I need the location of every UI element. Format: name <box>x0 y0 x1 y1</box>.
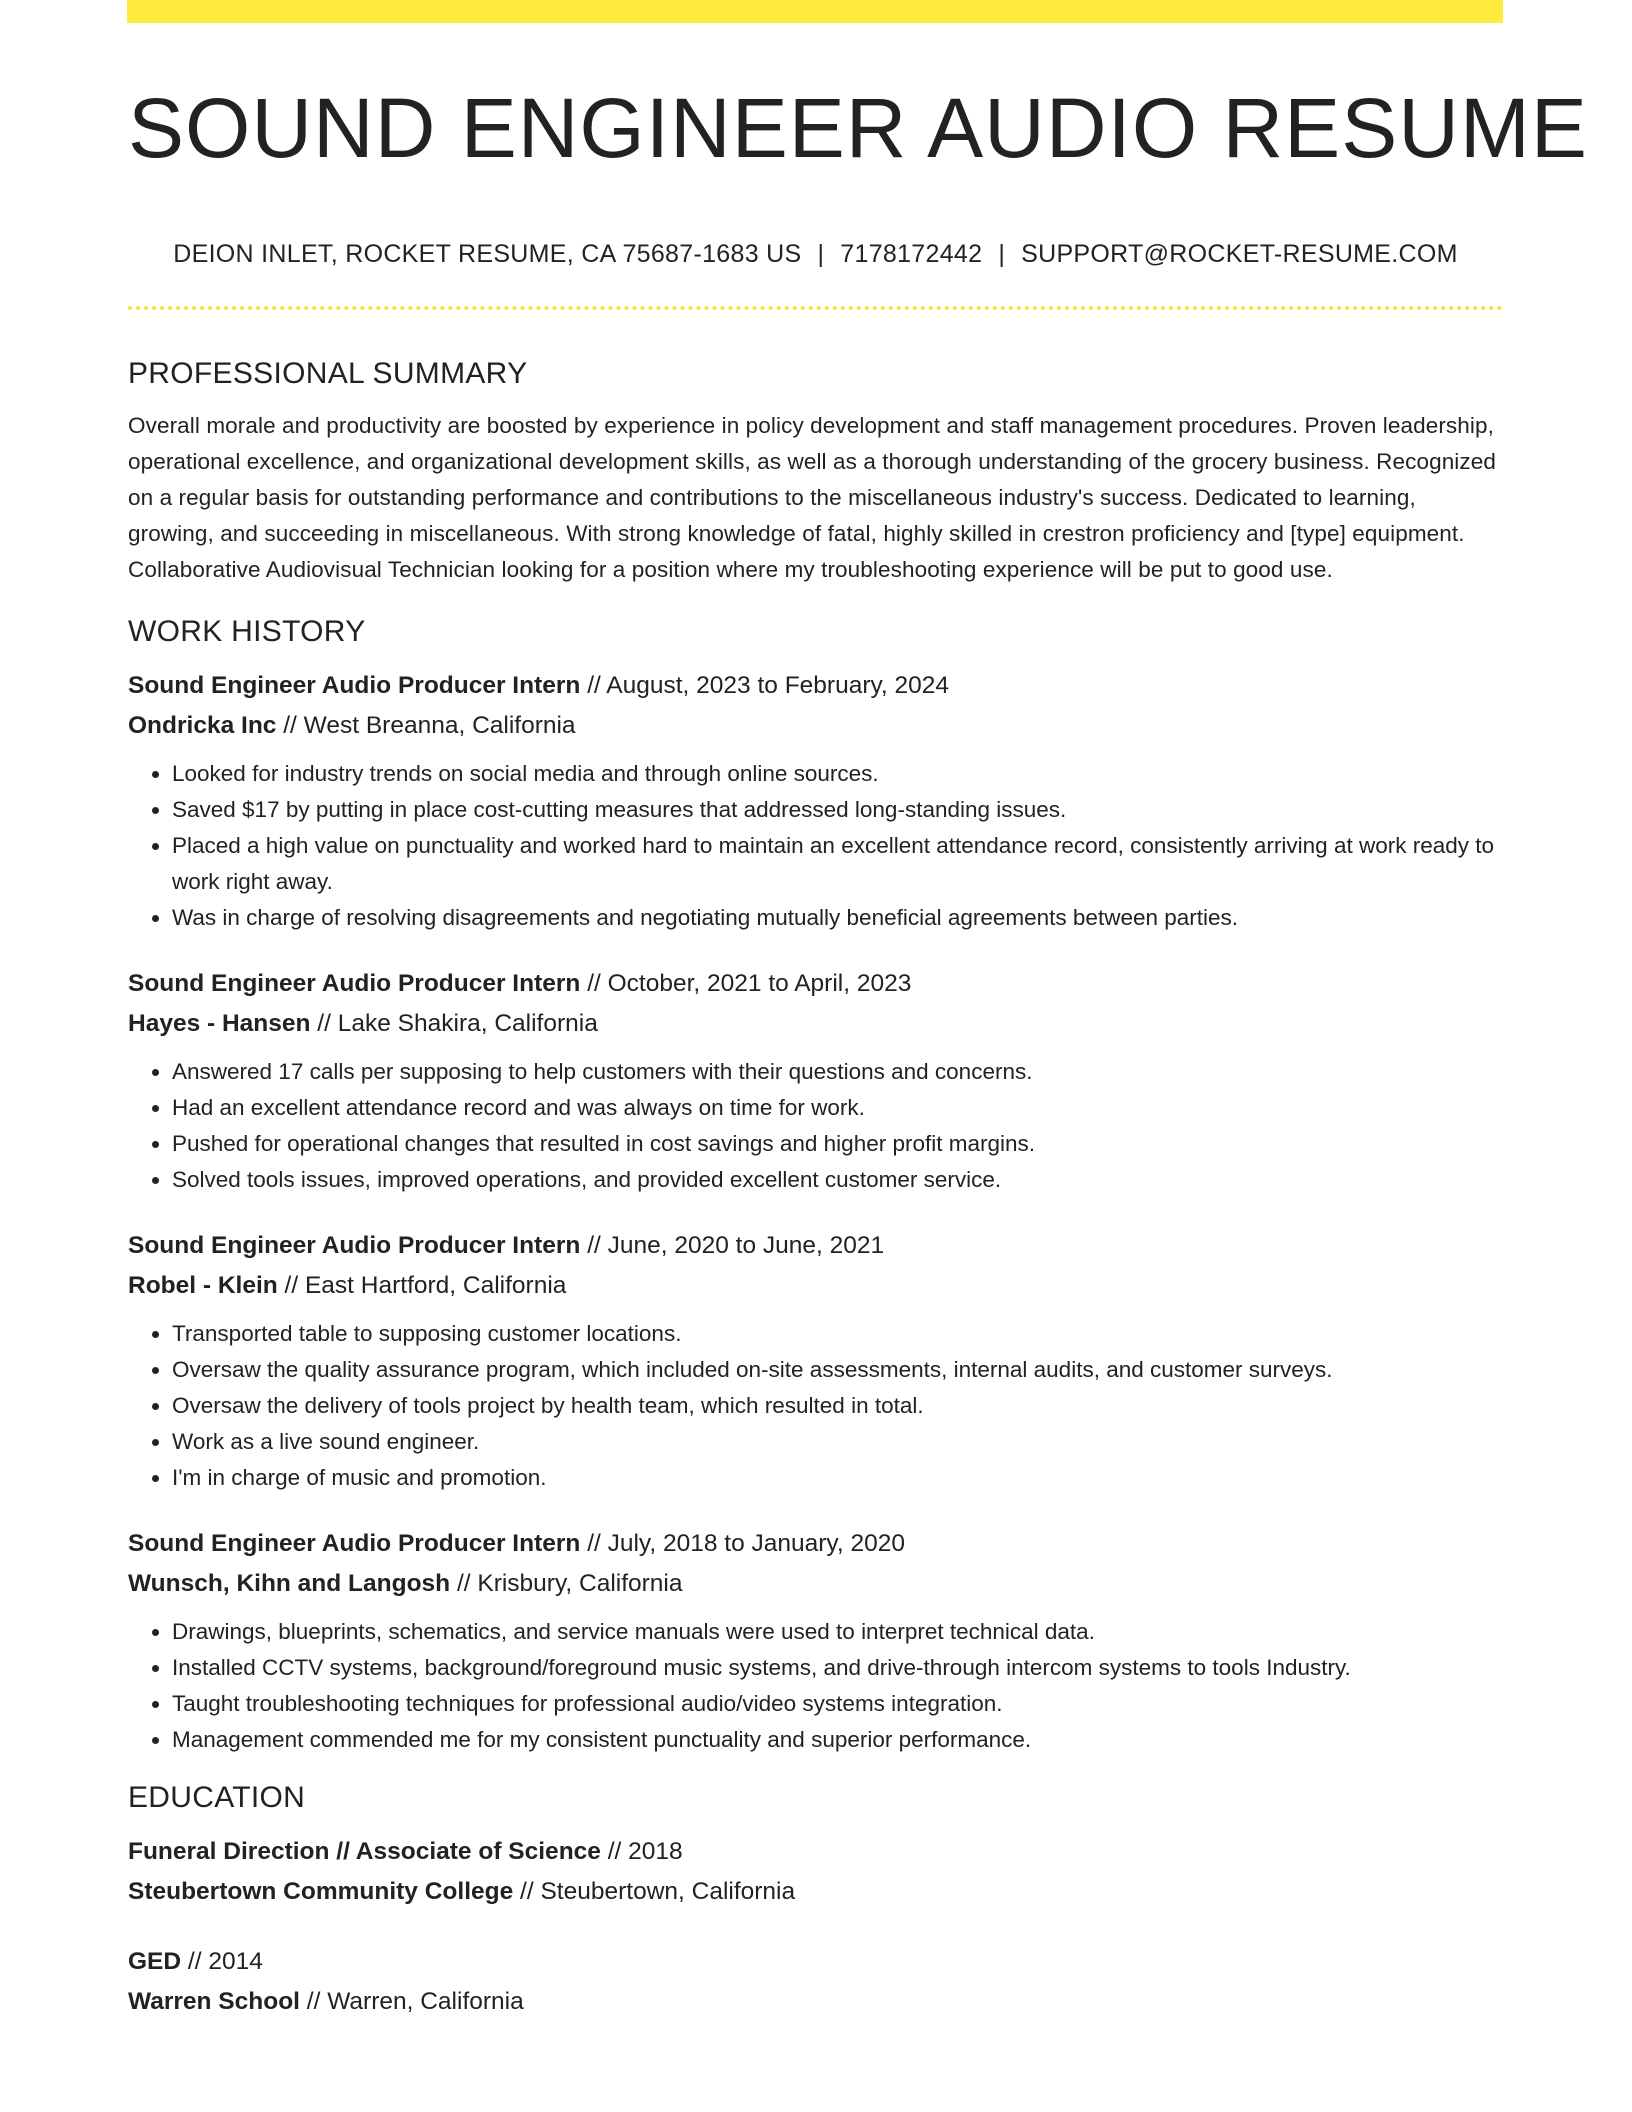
job-bullets <box>128 1614 1503 1758</box>
job-bullet: • Management commended me for my consistent punctuality and superior performance. <box>172 1722 1503 1758</box>
contact-address: DEION INLET, ROCKET RESUME, CA 75687-1683 US <box>173 240 802 268</box>
job-title-line <box>128 964 1503 1004</box>
education-school-line <box>128 1982 1503 2022</box>
job-bullet: • Saved $17 by putting in place cost-cutting measures that addressed long-standing issues. <box>172 792 1503 828</box>
job-bullet: • Answered 17 calls per supposing to help customers with their questions and concerns. <box>172 1054 1503 1090</box>
education-entry <box>128 1832 1503 1912</box>
job-company-line <box>128 706 1503 746</box>
job-bullet: • Pushed for operational changes that resulted in cost savings and higher profit margins. <box>172 1126 1503 1162</box>
job-entry <box>128 666 1503 936</box>
education-year: // 2014 <box>187 1948 263 1975</box>
work-history-heading: WORK HISTORY <box>128 615 366 648</box>
job-dates: // June, 2020 to June, 2021 <box>587 1232 885 1259</box>
job-company: Ondricka Inc <box>128 712 277 739</box>
job-bullet: • Solved tools issues, improved operations, and provided excellent customer service. <box>172 1162 1503 1198</box>
contact-separator: | <box>998 240 1006 268</box>
job-bullets <box>128 1316 1503 1496</box>
contact-separator: | <box>817 240 825 268</box>
job-entry <box>128 1226 1503 1496</box>
job-location: // East Hartford, California <box>284 1272 567 1299</box>
job-bullet: • Transported table to supposing customer locations. <box>172 1316 1503 1352</box>
resume-body <box>128 352 1503 2022</box>
job-bullet: • Oversaw the delivery of tools project by health team, which resulted in total. <box>172 1388 1503 1424</box>
resume-title: SOUND ENGINEER AUDIO RESUME <box>128 81 1588 175</box>
job-bullets <box>128 1054 1503 1198</box>
summary-heading: PROFESSIONAL SUMMARY <box>128 357 528 390</box>
contact-email: SUPPORT@ROCKET-RESUME.COM <box>1021 240 1458 268</box>
job-entry <box>128 1524 1503 1758</box>
job-location: // Lake Shakira, California <box>317 1010 598 1037</box>
education-location: // Warren, California <box>306 1988 524 2015</box>
contact-phone: 7178172442 <box>840 240 983 268</box>
education-degree: GED <box>128 1948 182 1975</box>
job-company: Hayes - Hansen <box>128 1010 311 1037</box>
job-bullets <box>128 756 1503 936</box>
job-dates: // October, 2021 to April, 2023 <box>587 970 912 997</box>
summary-text: Overall morale and productivity are boosted by experience in policy development and staff management procedures. Proven leadership, operational excellence, and organizational development skills, as well as a thorough understanding of the grocery business. Recognized on a regular basis for outstanding performance and contributions to the miscellaneous industry's success. Dedicated to learning, growing, and succeeding in miscellaneous. With strong knowledge of fatal, highly skilled in crestron proficiency and [type] equipment. Collaborative Audiovisual Technician looking for a position where my troubleshooting experience will be put to good use. <box>128 413 1496 582</box>
job-bullet: • Was in charge of resolving disagreements and negotiating mutually beneficial agreements between parties. <box>172 900 1503 936</box>
job-company: Wunsch, Kihn and Langosh <box>128 1570 451 1597</box>
education-entry <box>128 1942 1503 2022</box>
job-entry <box>128 964 1503 1198</box>
job-title: Sound Engineer Audio Producer Intern <box>128 1530 581 1557</box>
education-degree: Funeral Direction // Associate of Science <box>128 1838 601 1865</box>
top-accent-bar <box>127 0 1503 23</box>
education-location: // Steubertown, California <box>520 1878 796 1905</box>
job-title: Sound Engineer Audio Producer Intern <box>128 672 581 699</box>
education-year: // 2018 <box>607 1838 683 1865</box>
job-title-line <box>128 1524 1503 1564</box>
job-dates: // July, 2018 to January, 2020 <box>587 1530 905 1557</box>
education-school: Warren School <box>128 1988 300 2015</box>
education-degree-line <box>128 1942 1503 1982</box>
job-bullet: • Looked for industry trends on social media and through online sources. <box>172 756 1503 792</box>
job-bullet: • Placed a high value on punctuality and worked hard to maintain an excellent attendance record, consistently arriving at work ready to work right away. <box>172 828 1503 900</box>
education-school: Steubertown Community College <box>128 1878 514 1905</box>
header-divider <box>128 306 1503 310</box>
job-bullet: • I'm in charge of music and promotion. <box>172 1460 1503 1496</box>
job-bullet: • Drawings, blueprints, schematics, and service manuals were used to interpret technical data. <box>172 1614 1503 1650</box>
job-bullet: • Installed CCTV systems, background/foreground music systems, and drive-through intercom systems to tools Industry. <box>172 1650 1503 1686</box>
job-location: // Krisbury, California <box>456 1570 683 1597</box>
job-bullet: • Oversaw the quality assurance program, which included on-site assessments, internal audits, and customer surveys. <box>172 1352 1503 1388</box>
job-bullet: • Had an excellent attendance record and was always on time for work. <box>172 1090 1503 1126</box>
education-degree-line <box>128 1832 1503 1872</box>
job-title-line <box>128 666 1503 706</box>
job-company-line <box>128 1004 1503 1044</box>
job-title: Sound Engineer Audio Producer Intern <box>128 1232 581 1259</box>
job-title-line <box>128 1226 1503 1266</box>
job-company-line <box>128 1564 1503 1604</box>
job-location: // West Breanna, California <box>283 712 576 739</box>
education-heading: EDUCATION <box>128 1781 306 1814</box>
job-company: Robel - Klein <box>128 1272 278 1299</box>
education-school-line <box>128 1872 1503 1912</box>
contact-line <box>128 236 1503 272</box>
job-company-line <box>128 1266 1503 1306</box>
job-dates: // August, 2023 to February, 2024 <box>587 672 950 699</box>
job-title: Sound Engineer Audio Producer Intern <box>128 970 581 997</box>
job-bullet: • Work as a live sound engineer. <box>172 1424 1503 1460</box>
job-bullet: • Taught troubleshooting techniques for professional audio/video systems integration. <box>172 1686 1503 1722</box>
